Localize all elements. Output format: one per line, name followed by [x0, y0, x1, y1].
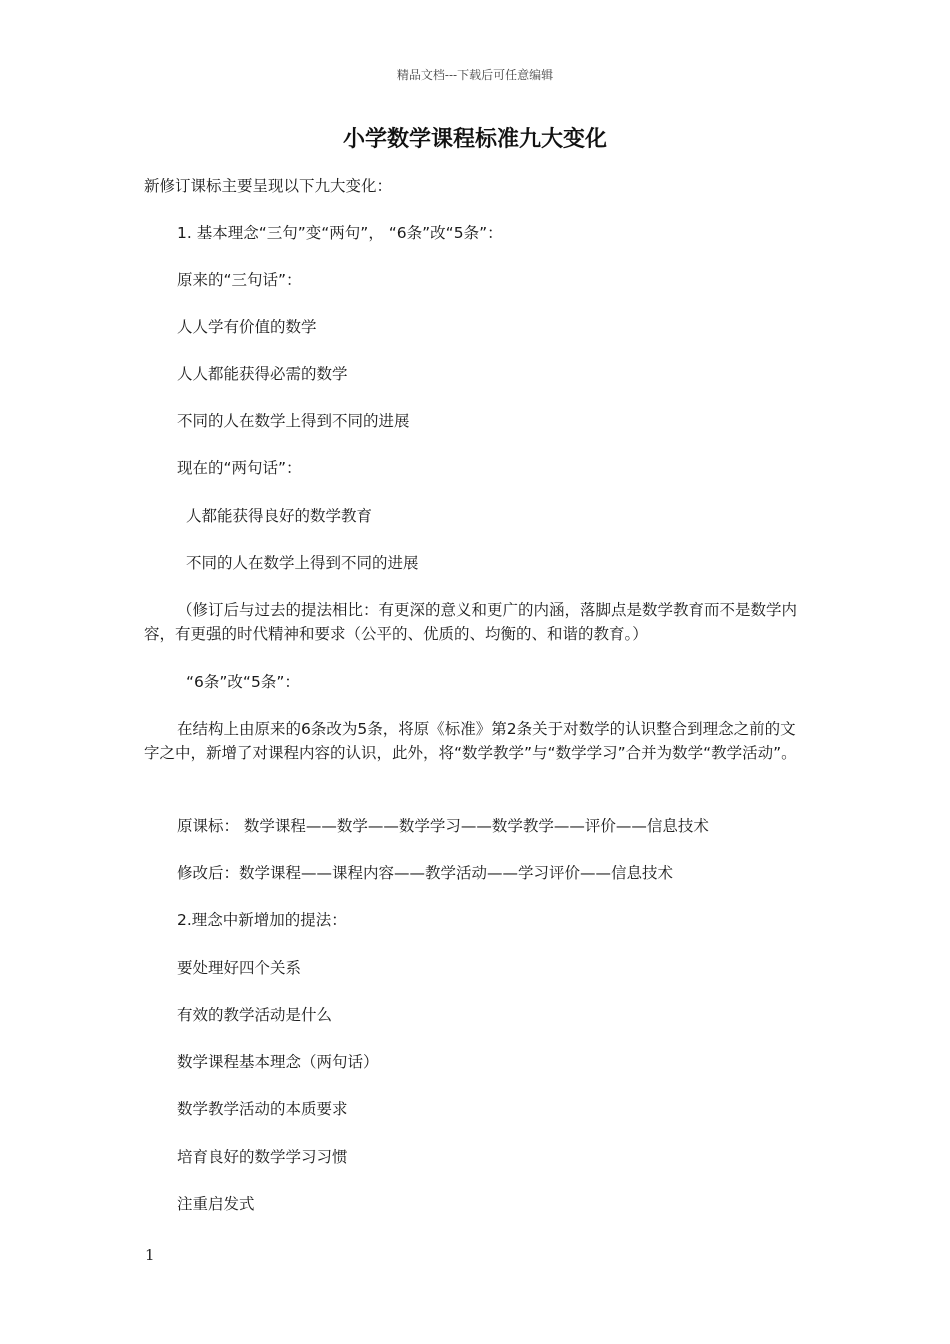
- old-sentence-2: 人人都能获得必需的数学: [177, 365, 348, 383]
- list-item: 培育良好的数学学习习惯: [177, 1148, 348, 1166]
- structure-paragraph: 在结构上由原来的6条改为5条，将原《标准》第2条关于对数学的认识整合到理念之前的文字之中，新增了对课程内容的认识，此外，将“数学教学”与“数学学习”合并为数学“教学活动”。: [144, 720, 797, 762]
- new-two-sentences-label: 现在的“两句话”：: [177, 459, 302, 477]
- old-sentence-1: 人人学有价值的数学: [177, 318, 317, 336]
- new-sentence-1: 人都能获得良好的数学教育: [186, 507, 373, 525]
- list-item: 注重启发式: [177, 1195, 255, 1213]
- new-sentence-2: 不同的人在数学上得到不同的进展: [186, 554, 419, 572]
- old-three-sentences-label: 原来的“三句话”：: [177, 271, 302, 289]
- comparison-paragraph: （修订后与过去的提法相比：有更深的意义和更广的内涵，落脚点是数学教育而不是数学内容，有更强的时代精神和要求（公平的、优质的、均衡的、和谐的教育。）: [144, 601, 798, 643]
- old-sentence-3: 不同的人在数学上得到不同的进展: [177, 412, 410, 430]
- list-item: 数学课程基本理念（两句话）: [177, 1053, 379, 1071]
- section1-heading: 1. 基本理念“三句”变“两句”， “6条”改“5条”：: [177, 224, 503, 242]
- intro-line: 新修订课标主要呈现以下九大变化：: [144, 177, 393, 195]
- page-number: 1: [145, 1246, 155, 1264]
- header-note: 精品文档---下载后可任意编辑: [396, 68, 554, 82]
- six-to-five-heading: “6条”改“5条”：: [186, 673, 300, 691]
- original-standard-line: 原课标： 数学课程——数学——数学学习——数学教学——评价——信息技术: [177, 817, 709, 835]
- list-item: 有效的教学活动是什么: [177, 1006, 333, 1024]
- list-item: 数学教学活动的本质要求: [177, 1100, 348, 1118]
- section2-heading: 2.理念中新增加的提法：: [177, 911, 347, 929]
- list-item: 要处理好四个关系: [177, 959, 302, 977]
- revised-standard-line: 修改后：数学课程——课程内容——教学活动——学习评价——信息技术: [177, 864, 674, 882]
- document-title: 小学数学课程标准九大变化: [342, 127, 607, 152]
